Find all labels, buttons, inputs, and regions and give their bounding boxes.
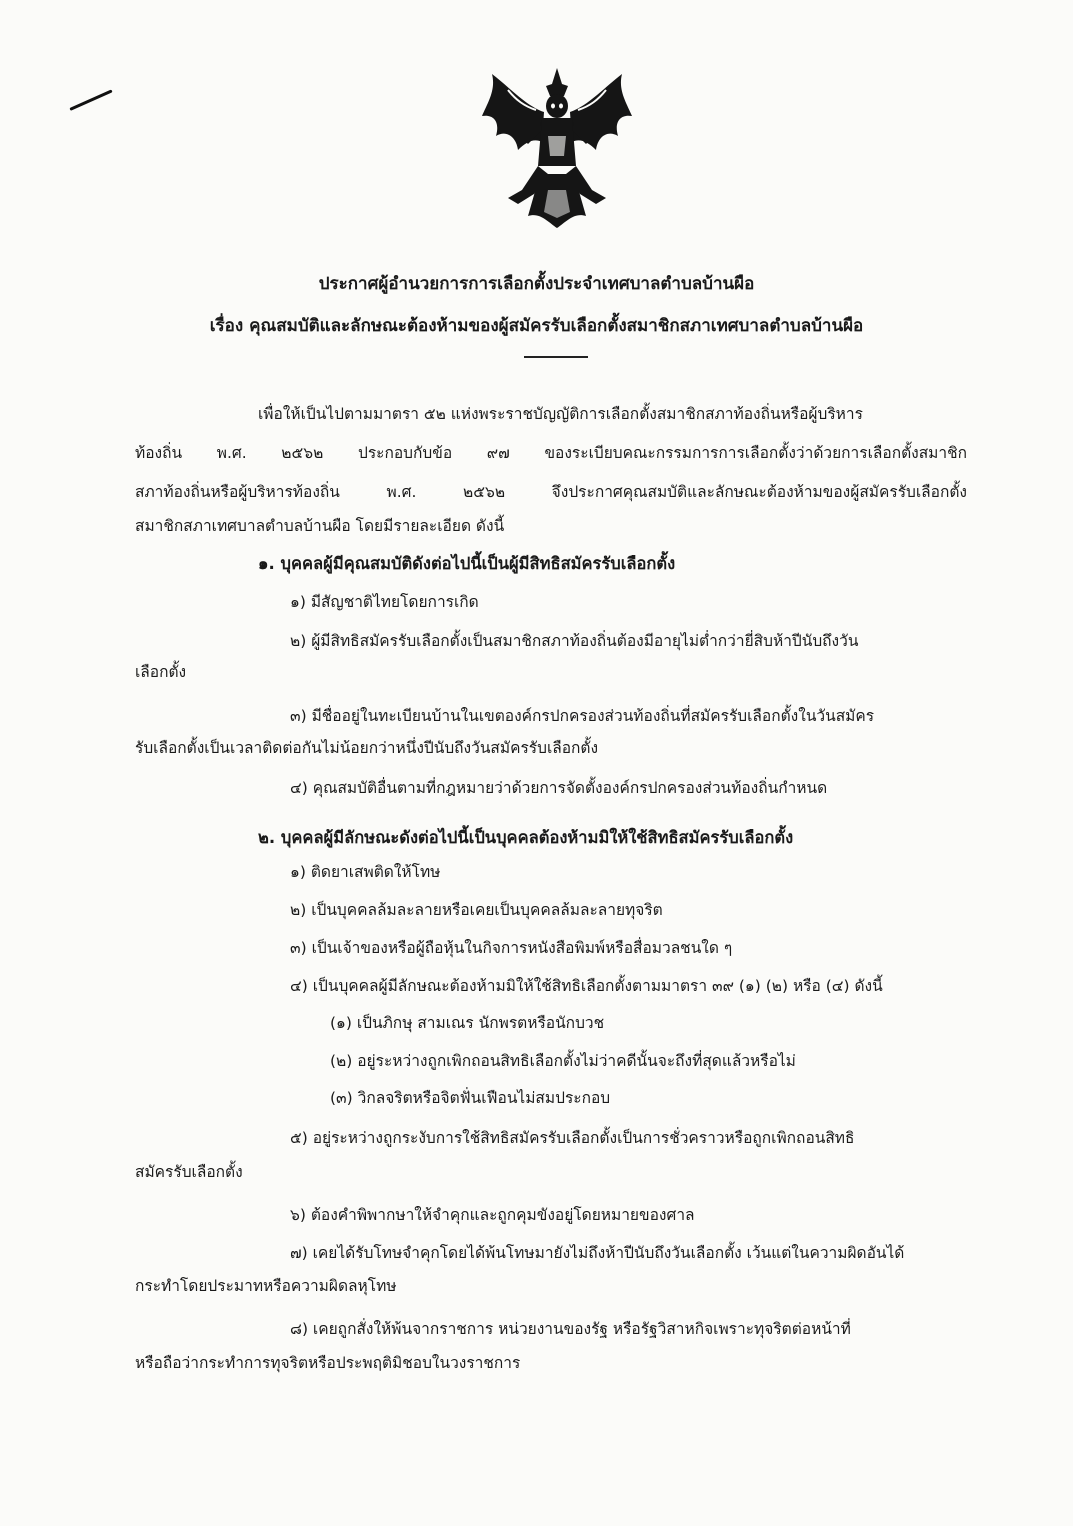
section-2-item-3: ๓) เป็นเจ้าของหรือผู้ถือหุ้นในกิจการหนังสือพิมพ์หรือสื่อมวลชนใด ๆ <box>290 939 733 957</box>
section-2-item-7: ๗) เคยได้รับโทษจำคุกโดยได้พ้นโทษมายังไม่ถึงห้าปีนับถึงวันเลือกตั้ง เว้นแต่ในความผิดอันได้ <box>290 1244 905 1262</box>
section-2-item-5: ๕) อยู่ระหว่างถูกระงับการใช้สิทธิสมัครรับเลือกตั้งเป็นการชั่วคราวหรือถูกเพิกถอนสิทธิ <box>290 1129 855 1147</box>
section-2-item-8-cont: หรือถือว่ากระทำการทุจริตหรือประพฤติมิชอบในวงราชการ <box>135 1354 521 1372</box>
section-2-item-6: ๖) ต้องคำพิพากษาให้จำคุกและถูกคุมขังอยู่โดยหมายของศาล <box>290 1206 695 1224</box>
section-2-item-7-cont: กระทำโดยประมาทหรือความผิดลหุโทษ <box>135 1277 397 1295</box>
announcement-title: ประกาศผู้อำนวยการการเลือกตั้งประจำเทศบาลตำบลบ้านผือ <box>318 274 755 294</box>
section-2-heading: ๒. บุคคลผู้มีลักษณะดังต่อไปนี้เป็นบุคคลต้องห้ามมิให้ใช้สิทธิสมัครรับเลือกตั้ง <box>258 828 794 847</box>
intro-line-3: สภาท้องถิ่นหรือผู้บริหารท้องถิ่น พ.ศ. ๒๕๖๒ จึงประกาศคุณสมบัติและลักษณะต้องห้ามของผู้สมัครรับเลือกตั้ง <box>135 483 967 501</box>
section-1-heading: ๑. บุคคลผู้มีคุณสมบัติดังต่อไปนี้เป็นผู้มีสิทธิสมัครรับเลือกตั้ง <box>258 554 676 573</box>
announcement-subject: เรื่อง คุณสมบัติและลักษณะต้องห้ามของผู้สมัครรับเลือกตั้งสมาชิกสภาเทศบาลตำบลบ้านผือ <box>209 316 864 336</box>
section-2-item-4-sub-2: (๒) อยู่ระหว่างถูกเพิกถอนสิทธิเลือกตั้งไม่ว่าคดีนั้นจะถึงที่สุดแล้วหรือไม่ <box>330 1052 796 1070</box>
section-1-item-3-cont: รับเลือกตั้งเป็นเวลาติดต่อกันไม่น้อยกว่าหนึ่งปีนับถึงวันสมัครรับเลือกตั้ง <box>135 739 599 757</box>
intro-line-1: เพื่อให้เป็นไปตามมาตรา ๕๒ แห่งพระราชบัญญัติการเลือกตั้งสมาชิกสภาท้องถิ่นหรือผู้บริหาร <box>258 405 863 423</box>
intro-line-4: สมาชิกสภาเทศบาลตำบลบ้านผือ โดยมีรายละเอียด ดังนี้ <box>135 517 505 535</box>
section-1-item-3: ๓) มีชื่ออยู่ในทะเบียนบ้านในเขตองค์กรปกครองส่วนท้องถิ่นที่สมัครรับเลือกตั้งในวันสมัคร <box>290 707 875 725</box>
section-2-item-8: ๘) เคยถูกสั่งให้พ้นจากราชการ หน่วยงานของรัฐ หรือรัฐวิสาหกิจเพราะทุจริตต่อหน้าที่ <box>290 1320 851 1338</box>
section-1-item-4: ๔) คุณสมบัติอื่นตามที่กฎหมายว่าด้วยการจัดตั้งองค์กรปกครองส่วนท้องถิ่นกำหนด <box>290 779 828 797</box>
section-2-item-5-cont: สมัครรับเลือกตั้ง <box>135 1163 243 1181</box>
section-2-item-4: ๔) เป็นบุคคลผู้มีลักษณะต้องห้ามมิให้ใช้สิทธิเลือกตั้งตามมาตรา ๓๙ (๑) (๒) หรือ (๔) ดังนี้ <box>290 977 883 995</box>
section-2-item-2: ๒) เป็นบุคคลล้มละลายหรือเคยเป็นบุคคลล้มละลายทุจริต <box>290 901 663 919</box>
section-2-item-1: ๑) ติดยาเสพติดให้โทษ <box>290 863 441 881</box>
garuda-emblem-icon <box>478 66 636 234</box>
intro-line-2: ท้องถิ่น พ.ศ. ๒๕๖๒ ประกอบกับข้อ ๙๗ ของระเบียบคณะกรรมการการเลือกตั้งว่าด้วยการเลือกตั้งสมาชิก <box>135 444 967 462</box>
section-1-item-2: ๒) ผู้มีสิทธิสมัครรับเลือกตั้งเป็นสมาชิกสภาท้องถิ่นต้องมีอายุไม่ต่ำกว่ายี่สิบห้าปีนับถึงวัน <box>290 632 859 650</box>
section-1-item-1: ๑) มีสัญชาติไทยโดยการเกิด <box>290 593 479 611</box>
section-1-item-2-cont: เลือกตั้ง <box>135 663 187 681</box>
handwritten-tick-mark <box>69 89 112 110</box>
section-2-item-4-sub-3: (๓) วิกลจริตหรือจิตฟั่นเฟือนไม่สมประกอบ <box>330 1089 611 1107</box>
title-divider <box>524 356 588 358</box>
section-2-item-4-sub-1: (๑) เป็นภิกษุ สามเณร นักพรตหรือนักบวช <box>330 1014 605 1032</box>
